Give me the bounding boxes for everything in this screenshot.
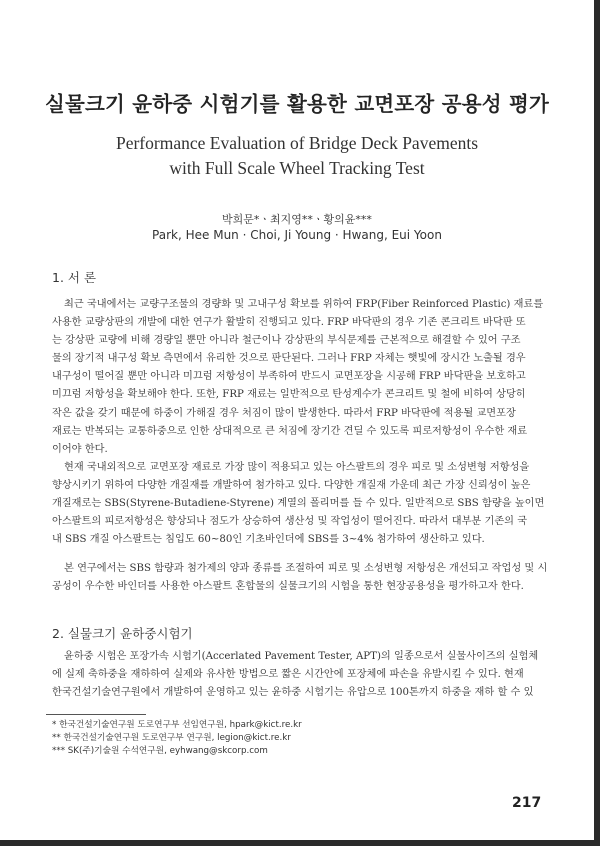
text-line: 내 SBS 개질 아스팔트는 침입도 60~80인 기초바인더에 SBS를 3~4% 첨가하여 생산하고 있다.	[52, 534, 485, 546]
text-line: 물의 장기적 내구성 확보 측면에서 유리한 것으로 판단된다. 그러나 FRP 자체는 햇빛에 장시간 노출될 경우	[52, 353, 526, 365]
section-heading-introduction: 1. 서 론	[52, 270, 97, 285]
text-line: 작은 값을 갖기 때문에 하중이 가해질 경우 처짐이 많이 발생한다. 따라서 FRP 바닥판에 적용될 교면포장	[52, 407, 516, 419]
footnote: *** SK(주)기술원 수석연구원, eyhwang@skcorp.com	[52, 746, 268, 756]
text-line: 향상시키기 위하여 다양한 개질재를 개발하여 첨가하고 있다. 다양한 개질재 가운데 최근 가장 신뢰성이 높은	[52, 480, 531, 492]
authors-english: Park, Hee Mun · Choi, Ji Young · Hwang, Eui Yoon	[152, 228, 442, 242]
text-line: 아스팔트의 피로저항성은 향상되나 점도가 상승하여 생산성 및 작업성이 떨어진다. 따라서 대부분 기존의 국	[52, 516, 528, 528]
text-line: 최근 국내에서는 교량구조물의 경량화 및 고내구성 확보를 위하여 FRP(Fiber Reinforced Plastic) 재료를	[64, 299, 544, 310]
page-number: 217	[512, 795, 542, 811]
body-paragraph	[52, 560, 552, 596]
text-line: 현재 국내외적으로 교면포장 재료로 가장 많이 적용되고 있는 아스팔트의 경우 피로 및 소성변형 저항성을	[64, 462, 530, 473]
text-line: 공성이 우수한 바인더를 사용한 아스팔트 혼합물의 실물크기의 시험을 통한 현장공용성을 평가하고자 한다.	[52, 581, 524, 593]
text-line: 한국건설기술연구원에서 개발하여 운영하고 있는 윤하중 시험기는 유압으로 100톤까지 하중을 재하 할 수 있	[52, 687, 534, 699]
scan-edge-right	[594, 0, 600, 846]
text-line: 본 연구에서는 SBS 함량과 첨가제의 양과 종류를 조절하여 피로 및 소성변형 저항성은 개선되고 작업성 및 시	[64, 563, 548, 574]
body-paragraph	[52, 296, 552, 459]
authors-korean: 박희문*ㆍ최지영**ㆍ황의윤***	[222, 213, 372, 226]
text-line: 재료는 반복되는 교통하중으로 인한 상대적으로 큰 처짐에 장기간 견딜 수 있도록 피로저항성이 우수한 재료	[52, 425, 528, 437]
footnote: ** 한국건설기술연구원 도로연구부 연구원, legion@kict.re.kr	[52, 733, 291, 743]
section-heading-wheel-tracking: 2. 실물크기 윤하중시험기	[52, 626, 193, 641]
text-line: 개질재로는 SBS(Styrene-Butadiene-Styrene) 계열의 폴리머를 들 수 있다. 일반적으로 SBS 함량을 높이면	[52, 498, 545, 510]
footnote-divider	[46, 714, 146, 715]
text-line: 에 실제 축하중을 재하하여 실제와 유사한 방법으로 짧은 시간안에 포장체에 파손을 유발시킬 수 있다. 현재	[52, 669, 524, 681]
title-english-line: Performance Evaluation of Bridge Deck Pavements	[115, 133, 479, 153]
footnote: * 한국건설기술연구원 도로연구부 선임연구원, hpark@kict.re.kr	[52, 720, 302, 730]
scan-edge-bottom	[0, 840, 600, 846]
title-english-line: with Full Scale Wheel Tracking Test	[169, 158, 425, 178]
body-paragraph	[52, 459, 552, 549]
title-english	[0, 131, 594, 181]
text-line: 미끄럼 저항성을 확보해야 한다. 또한, FRP 재료는 일반적으로 탄성계수가 콘크리트 및 철에 비하여 상당히	[52, 389, 526, 401]
body-paragraph	[52, 648, 552, 702]
text-line: 사용한 교량상판의 개발에 대한 연구가 활발히 진행되고 있다. FRP 바닥판의 경우 기존 콘크리트 바닥판 또	[52, 317, 526, 329]
text-line: 윤하중 시험은 포장가속 시험기(Accerlated Pavement Tester, APT)의 일종으로서 실물사이즈의 실험체	[64, 651, 539, 662]
title-korean: 실물크기 윤하중 시험기를 활용한 교면포장 공용성 평가	[44, 92, 550, 116]
text-line: 는 강상판 교량에 비해 경량일 뿐만 아니라 철근이나 강상판의 부식문제를 근본적으로 해결할 수 있어 구조	[52, 335, 521, 347]
footnotes	[52, 719, 302, 758]
text-line: 내구성이 떨어질 뿐만 아니라 미끄럼 저항성이 부족하여 반드시 교면포장을 시공해 FRP 바닥판을 보호하고	[52, 371, 526, 383]
text-line: 이어야 한다.	[52, 443, 108, 455]
